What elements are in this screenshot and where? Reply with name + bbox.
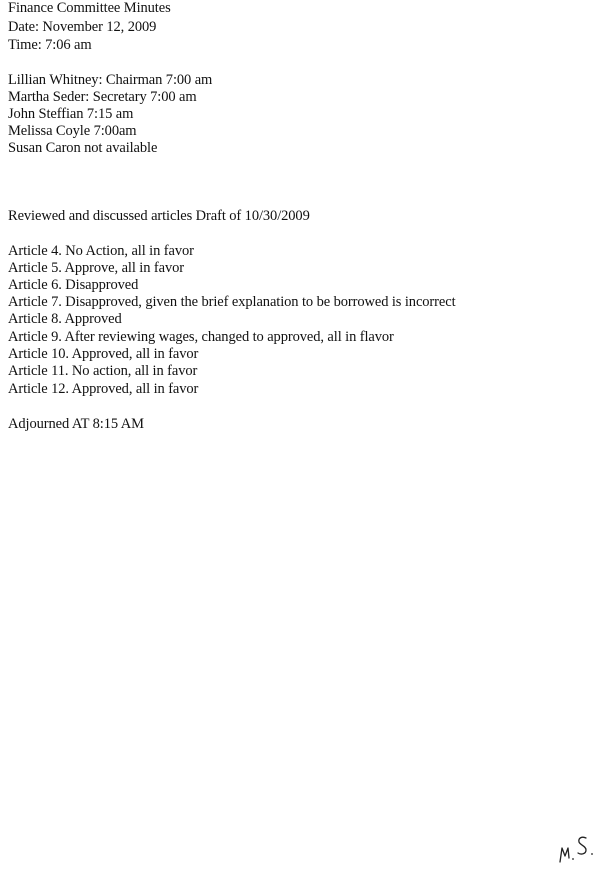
- article-line: Article 5. Approve, all in favor: [8, 260, 184, 276]
- article-line: Article 8. Approved: [8, 311, 122, 327]
- meeting-date: Date: November 12, 2009: [8, 19, 157, 35]
- article-line: Article 4. No Action, all in favor: [8, 243, 194, 259]
- review-heading: Reviewed and discussed articles Draft of 10/30/2009: [8, 208, 310, 224]
- attendee-line: Melissa Coyle 7:00am: [8, 123, 137, 139]
- document-title: Finance Committee Minutes: [8, 0, 171, 16]
- adjourned-line: Adjourned AT 8:15 AM: [8, 416, 144, 432]
- attendee-line: John Steffian 7:15 am: [8, 106, 134, 122]
- meeting-time: Time: 7:06 am: [8, 37, 92, 53]
- attendee-line: Susan Caron not available: [8, 140, 158, 156]
- article-line: Article 9. After reviewing wages, changed to approved, all in flavor: [8, 329, 394, 345]
- article-line: Article 7. Disapproved, given the brief explanation to be borrowed is incorrect: [8, 294, 456, 310]
- article-line: Article 10. Approved, all in favor: [8, 346, 199, 362]
- attendee-line: Martha Seder: Secretary 7:00 am: [8, 89, 197, 105]
- article-line: Article 12. Approved, all in favor: [8, 381, 199, 397]
- article-line: Article 11. No action, all in favor: [8, 363, 198, 379]
- attendee-line: Lillian Whitney: Chairman 7:00 am: [8, 72, 213, 88]
- handwritten-initials-signature: [556, 826, 600, 866]
- article-line: Article 6. Disapproved: [8, 277, 139, 293]
